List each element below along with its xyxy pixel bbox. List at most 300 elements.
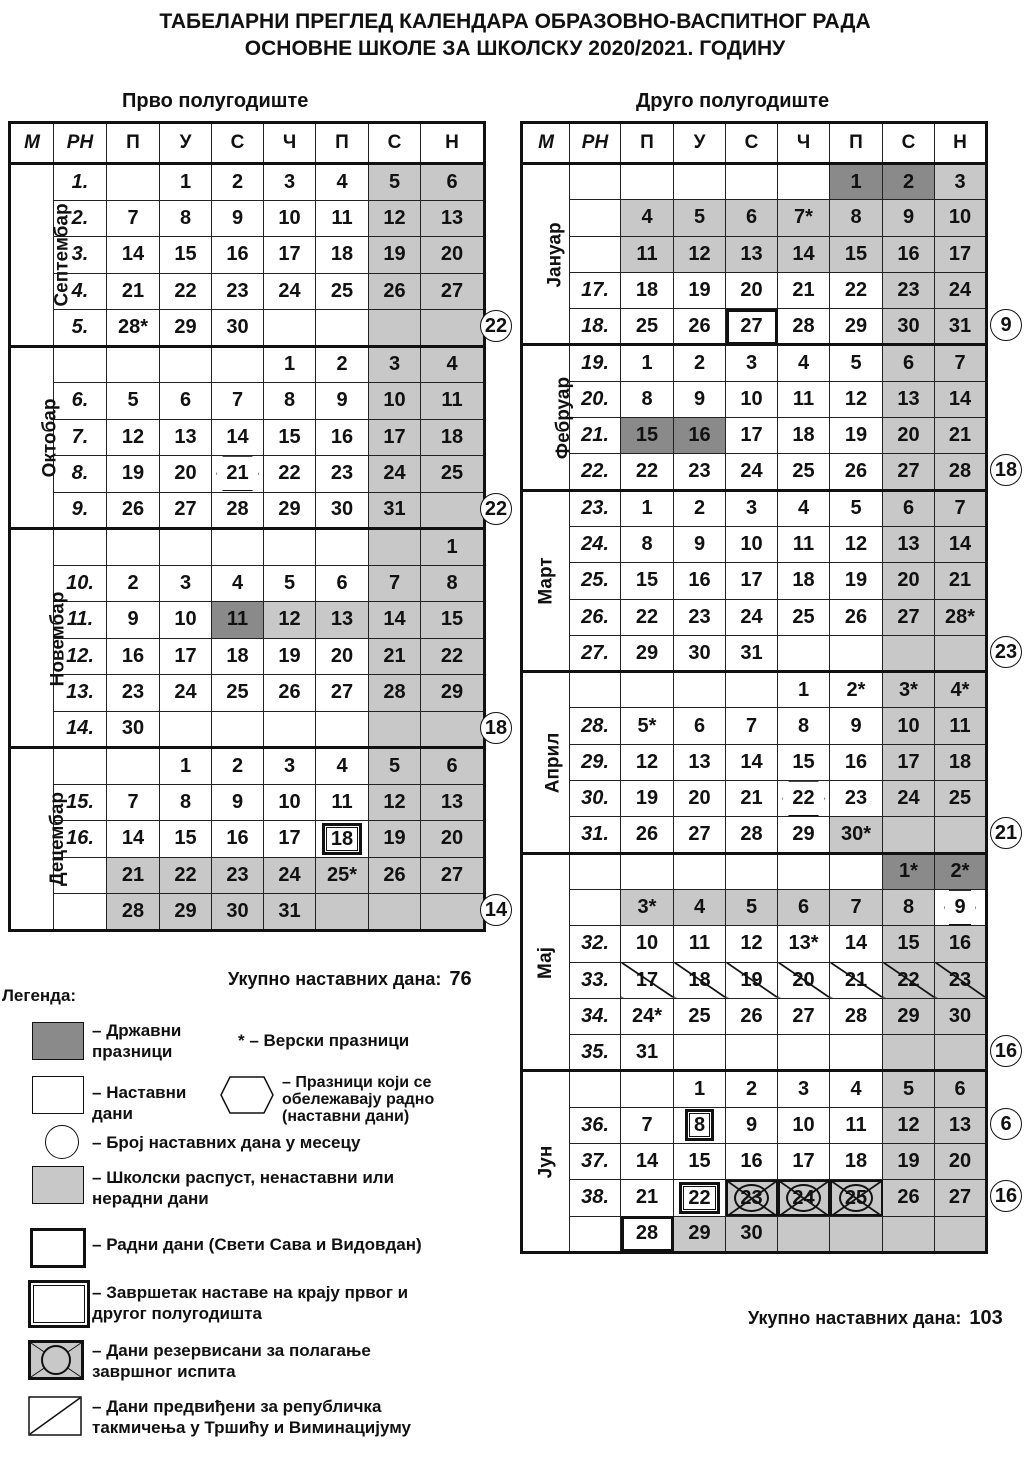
day-cell: 3 [264,748,316,785]
day-cell: 20 [883,418,935,454]
day-cell: 11 [621,236,674,272]
day-cell: 8 [264,383,316,420]
day-cell: 2* [830,672,883,708]
header-2: П [621,123,674,164]
week-number: 33. [570,962,621,998]
legend-vacation-swatch [32,1166,84,1204]
day-cell: 5 [674,200,726,236]
week-row [522,853,987,889]
day-cell: 17 [935,236,987,272]
month-count-circle: 18 [480,712,512,744]
day-cell: 19 [674,272,726,308]
day-cell: 30 [674,635,726,671]
week-row [10,821,485,858]
week-row [522,345,987,381]
week-number: 20. [570,381,621,417]
day-cell [316,310,369,347]
day-cell: 31 [726,635,778,671]
day-cell [369,529,421,566]
day-cell: 29 [421,675,485,712]
day-cell: 26 [726,998,778,1034]
day-cell [621,853,674,889]
month-count-circle: 18 [990,454,1022,486]
week-number: 26. [570,599,621,635]
legend-state-holidays: – Државни празници [92,1021,182,1061]
day-cell: 10 [264,200,316,237]
week-row [522,635,987,671]
day-cell: 6 [883,490,935,526]
day-cell: 8 [160,200,212,237]
day-cell: 14 [621,1144,674,1180]
day-cell: 12 [264,602,316,639]
day-cell: 27 [726,309,778,345]
second-half-title: Друго полугодиште [636,90,830,112]
header-4: С [212,123,264,164]
day-cell: 27 [421,857,485,894]
week-number [570,1071,621,1107]
header-4: С [726,123,778,164]
day-cell [369,711,421,748]
day-cell: 30 [883,309,935,345]
day-cell [883,1216,935,1252]
week-number: 29. [570,744,621,780]
day-cell: 15 [421,602,485,639]
week-row [522,164,987,200]
week-row [10,310,485,347]
header-3: У [160,123,212,164]
header-1: РН [54,123,107,164]
header-5: Ч [264,123,316,164]
day-cell: 18 [621,272,674,308]
day-cell: 6 [778,889,830,925]
day-cell: 25 [935,781,987,817]
header-2: П [107,123,160,164]
day-cell: 18 [778,563,830,599]
week-number [570,889,621,925]
week-number: 36. [570,1107,621,1143]
week-number: 30. [570,781,621,817]
day-cell [726,1035,778,1071]
day-cell [778,635,830,671]
day-cell: 27 [316,675,369,712]
month-label [522,490,570,671]
day-cell [830,635,883,671]
day-cell: 17 [726,563,778,599]
day-cell: 28 [935,454,987,490]
legend-exam-days-text: Дани резервисани за полагање завршног испита [92,1341,371,1381]
day-cell: 27 [421,273,485,310]
day-cell: 15 [621,418,674,454]
week-number: 35. [570,1035,621,1071]
day-cell: 27 [935,1180,987,1216]
day-cell: 7 [935,490,987,526]
day-cell: 26 [369,857,421,894]
day-cell: 15 [883,926,935,962]
day-cell: 11 [212,602,264,639]
month-name: Септембар [51,203,73,307]
day-number: 8 [687,1111,712,1139]
day-cell: 19 [621,781,674,817]
legend-competitions-text: Дани предвиђени за републичка такмичења у Тршићу и Виминацијуму [92,1397,412,1437]
header-1: РН [570,123,621,164]
day-cell: 26 [674,309,726,345]
day-cell: 18 [935,744,987,780]
day-cell: 22 [621,599,674,635]
day-cell [726,1180,778,1216]
day-cell: 26 [264,675,316,712]
week-row [522,781,987,817]
day-cell [778,781,830,817]
header-row [10,123,485,164]
legend-marked-holiday-swatch [220,1076,274,1114]
day-cell: 25 [778,599,830,635]
day-cell [674,1035,726,1071]
month-label [10,529,69,748]
week-number: 38. [570,1180,621,1216]
day-cell: 7 [621,1107,674,1143]
month-label [522,672,570,853]
day-cell [212,711,264,748]
legend-religious: * – Верски празници [238,1031,410,1050]
week-row [10,164,485,201]
day-cell [935,635,987,671]
week-row [522,599,987,635]
day-cell: 20 [778,962,830,998]
day-cell: 14 [830,926,883,962]
day-cell: 12 [621,744,674,780]
day-cell [421,310,485,347]
week-row [10,602,485,639]
week-number: 12. [54,638,107,675]
week-number: 11. [54,602,107,639]
day-cell: 27 [160,492,212,529]
day-cell: 1 [674,1071,726,1107]
day-cell [369,310,421,347]
day-cell: 30 [212,894,264,931]
day-cell: 4 [674,889,726,925]
week-number [54,748,107,785]
header-7: С [883,123,935,164]
day-cell: 1 [778,672,830,708]
week-row [522,236,987,272]
week-number: 21. [570,418,621,454]
day-cell: 21 [778,272,830,308]
day-cell: 3 [935,164,987,200]
day-cell: 15 [264,419,316,456]
month-name: Јун [535,1145,556,1179]
day-cell: 23 [107,675,160,712]
day-cell: 28 [621,1216,674,1252]
day-cell: 11 [316,784,369,821]
legend-end-of-term-swatch [30,1282,88,1326]
week-row [10,383,485,420]
day-cell: 3 [369,346,421,383]
week-row [522,817,987,853]
day-cell: 19 [369,821,421,858]
day-cell: 30 [212,310,264,347]
day-cell: 20 [421,237,485,274]
day-cell [726,164,778,200]
day-cell: 13 [316,602,369,639]
day-cell: 19 [726,962,778,998]
day-cell: 14 [369,602,421,639]
week-row [10,638,485,675]
day-cell [674,1107,726,1143]
day-cell: 1 [621,345,674,381]
day-cell: 27 [883,454,935,490]
day-cell [421,492,485,529]
title-line-2: ОСНОВНЕ ШКОЛЕ ЗА ШКОЛСКУ 2020/2021. ГОДИНУ [244,37,786,60]
day-cell: 4 [212,565,264,602]
week-number: 7. [54,419,107,456]
week-row [522,309,987,345]
day-cell: 23 [674,454,726,490]
day-cell: 22 [264,456,316,493]
day-cell: 28* [107,310,160,347]
week-row [10,675,485,712]
week-row [522,708,987,744]
day-cell: 31 [935,309,987,345]
day-cell: 15 [160,821,212,858]
day-cell [674,672,726,708]
second-half-total-label: Укупно наставних дана: [748,1308,962,1328]
day-cell: 10 [778,1107,830,1143]
day-cell: 16 [674,418,726,454]
day-cell: 28 [369,675,421,712]
legend-vacation-text: Школски распуст, ненаставни или нерадни дани [92,1168,395,1208]
week-row [10,456,485,493]
first-half-total-value: 76 [449,968,472,990]
month-count-circle: 6 [990,1108,1022,1140]
header-8: Н [935,123,987,164]
day-cell: 24 [883,781,935,817]
day-cell [107,748,160,785]
day-cell: 16 [107,638,160,675]
month-label [10,748,69,931]
day-cell [778,164,830,200]
day-cell: 17 [621,962,674,998]
week-number: 28. [570,708,621,744]
day-cell: 3 [726,490,778,526]
day-cell: 3 [726,345,778,381]
day-cell: 2 [212,748,264,785]
week-number: 15. [54,784,107,821]
day-cell: 12 [369,784,421,821]
day-cell: 2* [935,853,987,889]
day-cell: 23 [212,273,264,310]
month-name: Октобар [39,398,61,478]
day-cell: 9 [726,1107,778,1143]
day-cell: 26 [369,273,421,310]
month-count-circle: 14 [480,894,512,926]
day-cell: 29 [778,817,830,853]
month-name: Фебруар [553,377,575,460]
week-number: 8. [54,456,107,493]
week-number: 27. [570,635,621,671]
day-cell: 7* [778,200,830,236]
day-cell: 22 [883,962,935,998]
day-cell: 20 [421,821,485,858]
day-cell [726,853,778,889]
week-row [522,1035,987,1071]
day-cell: 27 [674,817,726,853]
day-cell: 28 [778,309,830,345]
day-number: 9 [948,896,971,919]
day-cell: 8 [421,565,485,602]
legend-count-circle-text: Број наставних дана у месецу [106,1133,361,1152]
month-label [10,164,73,347]
day-cell: 9 [883,200,935,236]
month-count-circle: 22 [480,310,512,342]
day-cell: 8 [778,708,830,744]
day-cell: 8 [621,381,674,417]
day-cell: 27 [883,599,935,635]
week-number: 31. [570,817,621,853]
day-cell: 23 [212,857,264,894]
day-cell: 12 [107,419,160,456]
day-cell: 14 [935,381,987,417]
day-cell: 21 [107,857,160,894]
day-cell: 6 [726,200,778,236]
day-cell: 3* [621,889,674,925]
day-cell: 12 [369,200,421,237]
day-cell: 25 [421,456,485,493]
day-cell [883,1035,935,1071]
day-cell: 24 [726,454,778,490]
day-cell: 4 [830,1071,883,1107]
header-6: П [830,123,883,164]
day-cell: 20 [726,272,778,308]
week-number: 6. [54,383,107,420]
day-cell: 1 [264,346,316,383]
day-cell: 19 [264,638,316,675]
day-cell [935,1216,987,1252]
day-cell [316,894,369,931]
month-count-circle: 22 [480,493,512,525]
day-cell: 13 [674,744,726,780]
week-row [10,711,485,748]
week-row [522,381,987,417]
day-cell [369,894,421,931]
day-cell [621,164,674,200]
week-number [570,164,621,200]
week-number [54,346,107,383]
day-cell: 6 [316,565,369,602]
day-cell: 19 [369,237,421,274]
week-number [570,672,621,708]
week-row [522,744,987,780]
header-row [522,123,987,164]
day-cell: 30 [726,1216,778,1252]
day-cell: 2 [212,164,264,201]
legend-marked-holidays-text: Празници који се обележавају радно (наставни дани) [282,1074,435,1125]
week-row [10,857,485,894]
day-cell: 7 [107,784,160,821]
day-number: 22 [786,787,820,810]
day-cell: 17 [726,418,778,454]
second-half-calendar [520,121,988,1254]
legend-vacation: – Школски распуст, ненаставни или нерадни дани [92,1168,395,1208]
day-cell: 5 [107,383,160,420]
title-line-1: ТАБЕЛАРНИ ПРЕГЛЕД КАЛЕНДАРА ОБРАЗОВНО-ВАСПИТНОГ РАДА [159,10,871,33]
week-row [522,962,987,998]
legend-title: Легенда: [2,986,77,1005]
day-cell: 31 [264,894,316,931]
day-cell: 5* [621,708,674,744]
day-cell: 10 [935,200,987,236]
day-cell [421,711,485,748]
week-row [522,1216,987,1252]
day-cell: 25 [778,454,830,490]
legend-state-holidays-text: Државни празници [92,1021,182,1061]
day-cell: 24 [160,675,212,712]
week-number: 14. [54,711,107,748]
legend-teaching-swatch [32,1076,84,1114]
month-name: Јануар [544,222,566,288]
day-cell: 16 [726,1144,778,1180]
week-row [522,563,987,599]
day-number: 21 [220,462,254,485]
day-cell [621,672,674,708]
day-cell: 11 [935,708,987,744]
day-cell: 21 [369,638,421,675]
week-number: 23. [570,490,621,526]
day-cell: 22 [421,638,485,675]
day-cell: 23 [316,456,369,493]
day-cell: 13* [778,926,830,962]
day-cell: 26 [883,1180,935,1216]
day-cell: 10 [160,602,212,639]
day-cell [160,529,212,566]
day-cell: 12 [830,381,883,417]
day-cell: 4 [316,164,369,201]
day-cell: 21 [830,962,883,998]
day-cell: 3 [264,164,316,201]
day-cell: 14 [726,744,778,780]
day-cell [778,1180,830,1216]
week-row [522,889,987,925]
first-half-total-label: Укупно наставних дана: [228,969,442,989]
day-cell: 5 [369,748,421,785]
day-cell: 20 [160,456,212,493]
day-cell: 16 [830,744,883,780]
week-row [522,490,987,526]
day-cell: 6 [935,1071,987,1107]
day-cell: 16 [212,237,264,274]
day-cell: 7 [369,565,421,602]
week-number: 34. [570,998,621,1034]
month-label [522,345,575,490]
day-cell: 3* [883,672,935,708]
day-cell [316,711,369,748]
day-cell: 4 [778,490,830,526]
day-cell: 26 [830,599,883,635]
month-name: Децембар [47,792,69,887]
day-cell: 28* [935,599,987,635]
day-cell: 26 [107,492,160,529]
month-name: Април [542,732,564,794]
legend-count-circle: – Број наставних дана у месецу [92,1133,361,1152]
day-cell: 30 [107,711,160,748]
day-cell: 4 [421,346,485,383]
week-row [522,672,987,708]
week-row [10,565,485,602]
day-cell: 20 [935,1144,987,1180]
legend-marked-holidays: – Празници који се обележавају радно (наставни дани) [282,1074,435,1125]
day-cell [935,1035,987,1071]
month-name: Новембар [47,591,69,686]
day-cell: 6 [160,383,212,420]
